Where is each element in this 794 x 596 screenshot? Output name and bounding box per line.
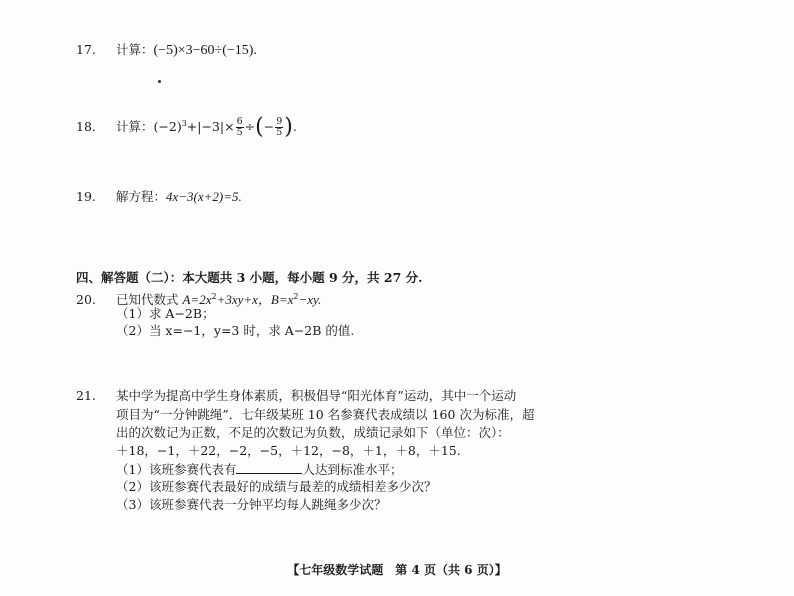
- fraction-six-fifths: [236, 117, 244, 138]
- sub-question-text: （1）该班参赛代表有: [116, 462, 237, 477]
- expr-a-part: A=2x: [182, 292, 212, 308]
- period: .: [292, 119, 297, 135]
- fraction-numerator: 6: [236, 116, 243, 128]
- question-stem-line: 项目为“一分钟跳绳”．七年级某班 10 名参赛代表成绩以 160 次为标准，超: [116, 407, 535, 422]
- expr-exponent: 2: [293, 292, 299, 301]
- question-prefix: 解方程：: [116, 189, 167, 204]
- sub-question-text: 人达到标准水平；: [302, 462, 403, 477]
- question-number: 18.: [76, 119, 96, 135]
- section-heading: 四、解答题（二）：本大题共 3 小题，每小题 9 分，共 27 分.: [76, 270, 423, 285]
- scan-speck: [158, 80, 161, 83]
- question-18: [76, 114, 297, 138]
- fraction-numerator: 9: [276, 116, 283, 128]
- fraction-denominator: 5: [236, 127, 243, 139]
- question-19: [76, 187, 242, 207]
- question-stem-line: 某中学为提高中学生身体素质，积极倡导“阳光体育”运动，其中一个运动: [116, 388, 517, 403]
- expr-abs-part: +|−3|×: [186, 119, 235, 135]
- question-number: 20.: [76, 292, 96, 308]
- right-paren: ): [284, 114, 293, 140]
- page-footer: 【七年级数学试题 第 4 页（共 6 页）】: [287, 563, 507, 577]
- fraction-nine-fifths: [275, 117, 283, 138]
- sub-question-20-1: （1）求 A−2B；: [116, 306, 215, 321]
- expr-b-part: +3xy+x，B=x: [216, 292, 294, 308]
- sub-question-20-2: （2）当 x=−1，y=3 时，求 A−2B 的值.: [116, 323, 355, 338]
- data-values-line: ＋18，−1，＋22，−2，−5，＋12，−8，＋1，＋8，＋15.: [116, 443, 461, 458]
- question-prefix: 计算：: [116, 42, 154, 57]
- left-paren: (: [255, 114, 264, 140]
- question-number: 17.: [76, 42, 96, 57]
- question-expression: 4x−3(x+2)=5.: [166, 189, 242, 204]
- question-17: [76, 40, 257, 61]
- question-stem-line: 出的次数记为正数，不足的次数记为负数，成绩记录如下（单位：次）：: [116, 425, 510, 440]
- sub-question-21-2: （2）该班参赛代表最好的成绩与最差的成绩相差多少次？: [116, 479, 437, 494]
- question-expression: (−5)×3−60÷(−15).: [153, 43, 257, 58]
- expr-end-part: −xy.: [298, 292, 322, 308]
- answer-blank[interactable]: [236, 459, 302, 474]
- question-number: 19.: [76, 189, 96, 204]
- expr-exponent: 3: [181, 119, 187, 128]
- sub-question-21-3: （3）该班参赛代表一分钟平均每人跳绳多少次？: [116, 497, 387, 512]
- question-stem-intro: 已知代数式: [116, 292, 183, 308]
- question-prefix: 计算：: [116, 119, 154, 135]
- minus-sign: −: [263, 119, 275, 135]
- question-21: [76, 386, 516, 406]
- question-number: 21.: [76, 388, 96, 403]
- fraction-denominator: 5: [276, 127, 283, 139]
- expr-power-base: (−2): [153, 119, 182, 135]
- division-sign: ÷: [244, 119, 256, 135]
- expr-exponent: 2: [211, 292, 217, 301]
